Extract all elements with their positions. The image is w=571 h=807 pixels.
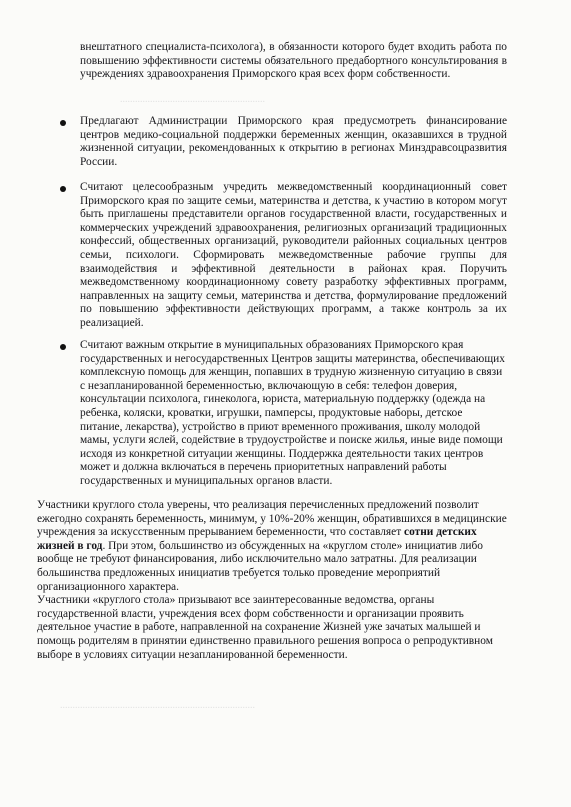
bullet-item-financing [80,115,507,169]
show-through-text: .......................................................... [120,94,265,105]
closing-text-end: . При этом, большинство из обсужденных на «круглом столе» инициатив либо вообще не требуют финансирования, либо исключительно мало затратны. Для реализации большинства предложенных инициатив требуется только проведение мероприятий организационного характера. [37,539,483,593]
bullet-dot-icon [60,186,66,192]
closing-section [37,499,509,662]
bullet-text: Предлагают Администрации Приморского края предусмотреть финансирование центров медико-социальной поддержки беременных женщин, оказавшихся в трудной жизненной ситуации, рекомендованных к открытию в регионах Минздравсоцразвития России. [80,115,507,168]
bullet-text: Считают важным открытие в муниципальных образованиях Приморского края государственных и негосударственных Центров защиты материнства, обеспечивающих комплексную помощь для женщин, попавших в трудную жизненную ситуацию в связи с незапланированной беременностью, включающую в себя: телефон доверия, консультации психолога, гинеколога, юриста, материальную поддержку (одежда на ребенка, коляски, кроватки, игрушки, памперсы, продуктовые наборы, детское питание, лекарства), устройство в приют временного проживания, школу молодой мамы, услуги яслей, содействие в трудоустройстве и поиске жилья, иные виде помощи исходя из конкретной ситуации женщины. Поддержка деятельности таких центров может и должна включаться в перечень приоритетных направлений работы государственных и муниципальных органов власти. [80,339,505,487]
bullet-item-council [80,181,507,331]
final-paragraph: Участники «круглого стола» призывают все заинтересованные ведомства, органы государственной власти, учреждения всех форм собственности и организации проявить деятельное участие в работе, направленной на сохранение Жизней уже зачатых малышей и помощь родителям в принятии единственно правильного решения вопроса о репродуктивном выборе в условиях ситуации незапланированной беременности. [37,594,493,661]
closing-text-start: Участники круглого стола уверены, что реализация перечисленных предложений позволит ежегодно сохранять беременность, минимум, у 10%-20% женщин, обратившихся в медицинские учреждения за искусственным прерыванием беременности, что составляет [37,499,507,539]
bullet-item-centers [80,339,507,489]
intro-paragraph: внештатного специалиста-психолога), в обязанности которого будет входить работа по повышению эффективности системы обязательного предабортного консультирования в учреждениях здравоохранения Приморского края всех форм собственности. [80,41,507,81]
bullet-dot-icon [60,120,66,126]
bullet-text: Считают целесообразным учредить межведомственный координационный совет Приморского края по защите семьи, материнства и детства, к участию в котором могут быть приглашены представители органов государственной власти, государственных и коммерческих учреждений здравоохранения, религиозных организаций традиционных конфессий, общественных организаций, руководители районных социальных центров семьи, психологи. Сформировать межведомственные рабочие группы для взаимодействия и эффективной деятельности в районах края. Поручить межведомственному координационному совету разработку эффективных программ, направленных на защиту семьи, материнства и детства, формулирование предложений по повышению эффективности действующих программ, а также контроль за их реализацией. [80,181,507,329]
closing-bold-text: сотни детских жизней в год [37,526,477,552]
show-through-text-bottom: .............................................................................. [60,700,255,711]
bullet-dot-icon [60,344,66,350]
closing-paragraph [37,499,509,594]
